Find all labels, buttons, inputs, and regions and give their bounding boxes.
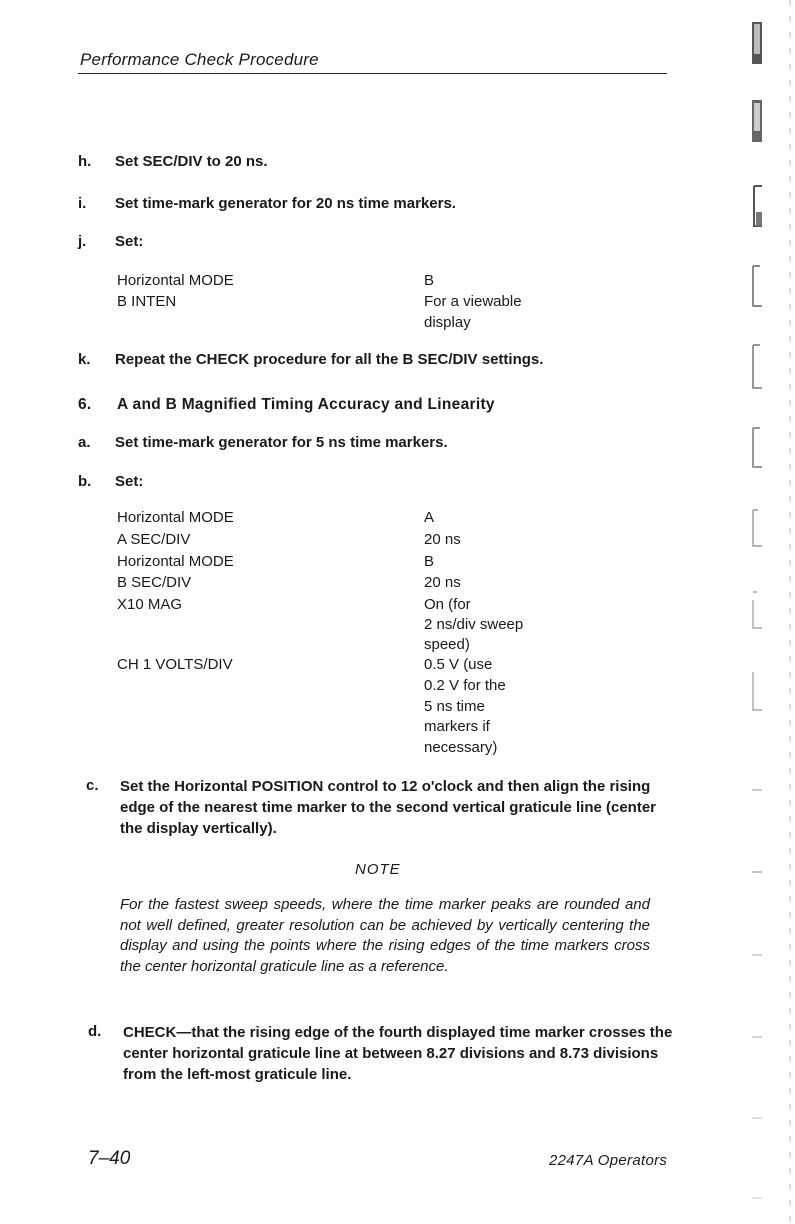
setting-value: 20 ns xyxy=(424,531,461,548)
step-c-text: Set the Horizontal POSITION control to 12 o'clock and then align the rising edge of the nearest time marker to the second vertical graticule line (center the display vertically). xyxy=(120,778,657,837)
step-a-label: a. xyxy=(78,434,91,451)
step-j-label: j. xyxy=(78,233,87,250)
thumb-tab-mark xyxy=(754,24,760,54)
setting-value-cont: 2 ns/div sweep xyxy=(424,616,524,633)
thumb-tab-mark xyxy=(753,428,762,467)
setting-name: A SEC/DIV xyxy=(117,531,191,548)
section-6-heading: A and B Magnified Timing Accuracy and Linearity xyxy=(117,396,495,413)
step-i-text: Set time-mark generator for 20 ns time markers. xyxy=(115,195,456,212)
step-b-label: b. xyxy=(78,473,92,490)
step-h-text: Set SEC/DIV to 20 ns. xyxy=(115,153,268,170)
step-h-label: h. xyxy=(78,153,92,170)
setting-name: Horizontal MODE xyxy=(117,272,234,289)
step-k-text: Repeat the CHECK procedure for all the B SEC/DIV settings. xyxy=(115,351,544,368)
setting-value-cont: 5 ns time xyxy=(424,698,485,715)
setting-name: B INTEN xyxy=(117,293,177,310)
section-6-number: 6. xyxy=(78,396,92,413)
setting-value: A xyxy=(424,509,435,526)
page-number: 7–40 xyxy=(88,1148,131,1169)
step-b-text: Set: xyxy=(115,473,144,490)
thumb-tab-mark xyxy=(754,103,760,131)
thumb-tab-mark xyxy=(756,212,762,226)
note-body: For the fastest sweep speeds, where the time marker peaks are rounded and not well defined, greater resolution can be achieved by vertically centering the display and using the points where the rising edges of the time markers cross the center horizontal graticule line as a reference. xyxy=(120,896,650,975)
step-i-label: i. xyxy=(78,195,87,212)
header-rule xyxy=(78,73,667,74)
setting-value: B xyxy=(424,272,435,289)
note-title: NOTE xyxy=(355,861,401,878)
setting-name: CH 1 VOLTS/DIV xyxy=(117,656,233,673)
setting-value: On (for xyxy=(424,596,471,613)
step-d-text: CHECK—that the rising edge of the fourth displayed time marker crosses the center horizontal graticule line at between 8.27 divisions and 8.73 divisions from the left-most graticule line. xyxy=(123,1024,673,1083)
setting-value: 20 ns xyxy=(424,574,461,591)
manual-title: 2247A Operators xyxy=(549,1152,668,1169)
setting-name: Horizontal MODE xyxy=(117,509,234,526)
thumb-tab-mark xyxy=(753,266,762,306)
step-c-label: c. xyxy=(86,777,99,794)
thumb-tab-mark xyxy=(753,592,762,628)
thumb-tab-mark xyxy=(753,672,762,710)
step-a-text: Set time-mark generator for 5 ns time markers. xyxy=(115,434,448,451)
setting-value: For a viewable xyxy=(424,293,522,310)
running-header: Performance Check Procedure xyxy=(80,50,319,69)
setting-value: B xyxy=(424,553,435,570)
setting-name: Horizontal MODE xyxy=(117,553,234,570)
step-j-text: Set: xyxy=(115,233,144,250)
setting-value: 0.5 V (use xyxy=(424,656,493,673)
step-k-label: k. xyxy=(78,351,91,368)
setting-name: X10 MAG xyxy=(117,596,183,613)
setting-name: B SEC/DIV xyxy=(117,574,192,591)
thumb-index-edge xyxy=(752,0,795,1224)
setting-value-cont: display xyxy=(424,314,471,331)
setting-value-cont: markers if xyxy=(424,718,490,735)
thumb-tab-mark xyxy=(753,510,762,546)
step-d-label: d. xyxy=(88,1023,102,1040)
setting-value-cont: 0.2 V for the xyxy=(424,677,506,694)
thumb-tab-mark xyxy=(753,345,762,388)
setting-value-cont: necessary) xyxy=(424,739,498,756)
setting-value-cont: speed) xyxy=(424,636,470,653)
